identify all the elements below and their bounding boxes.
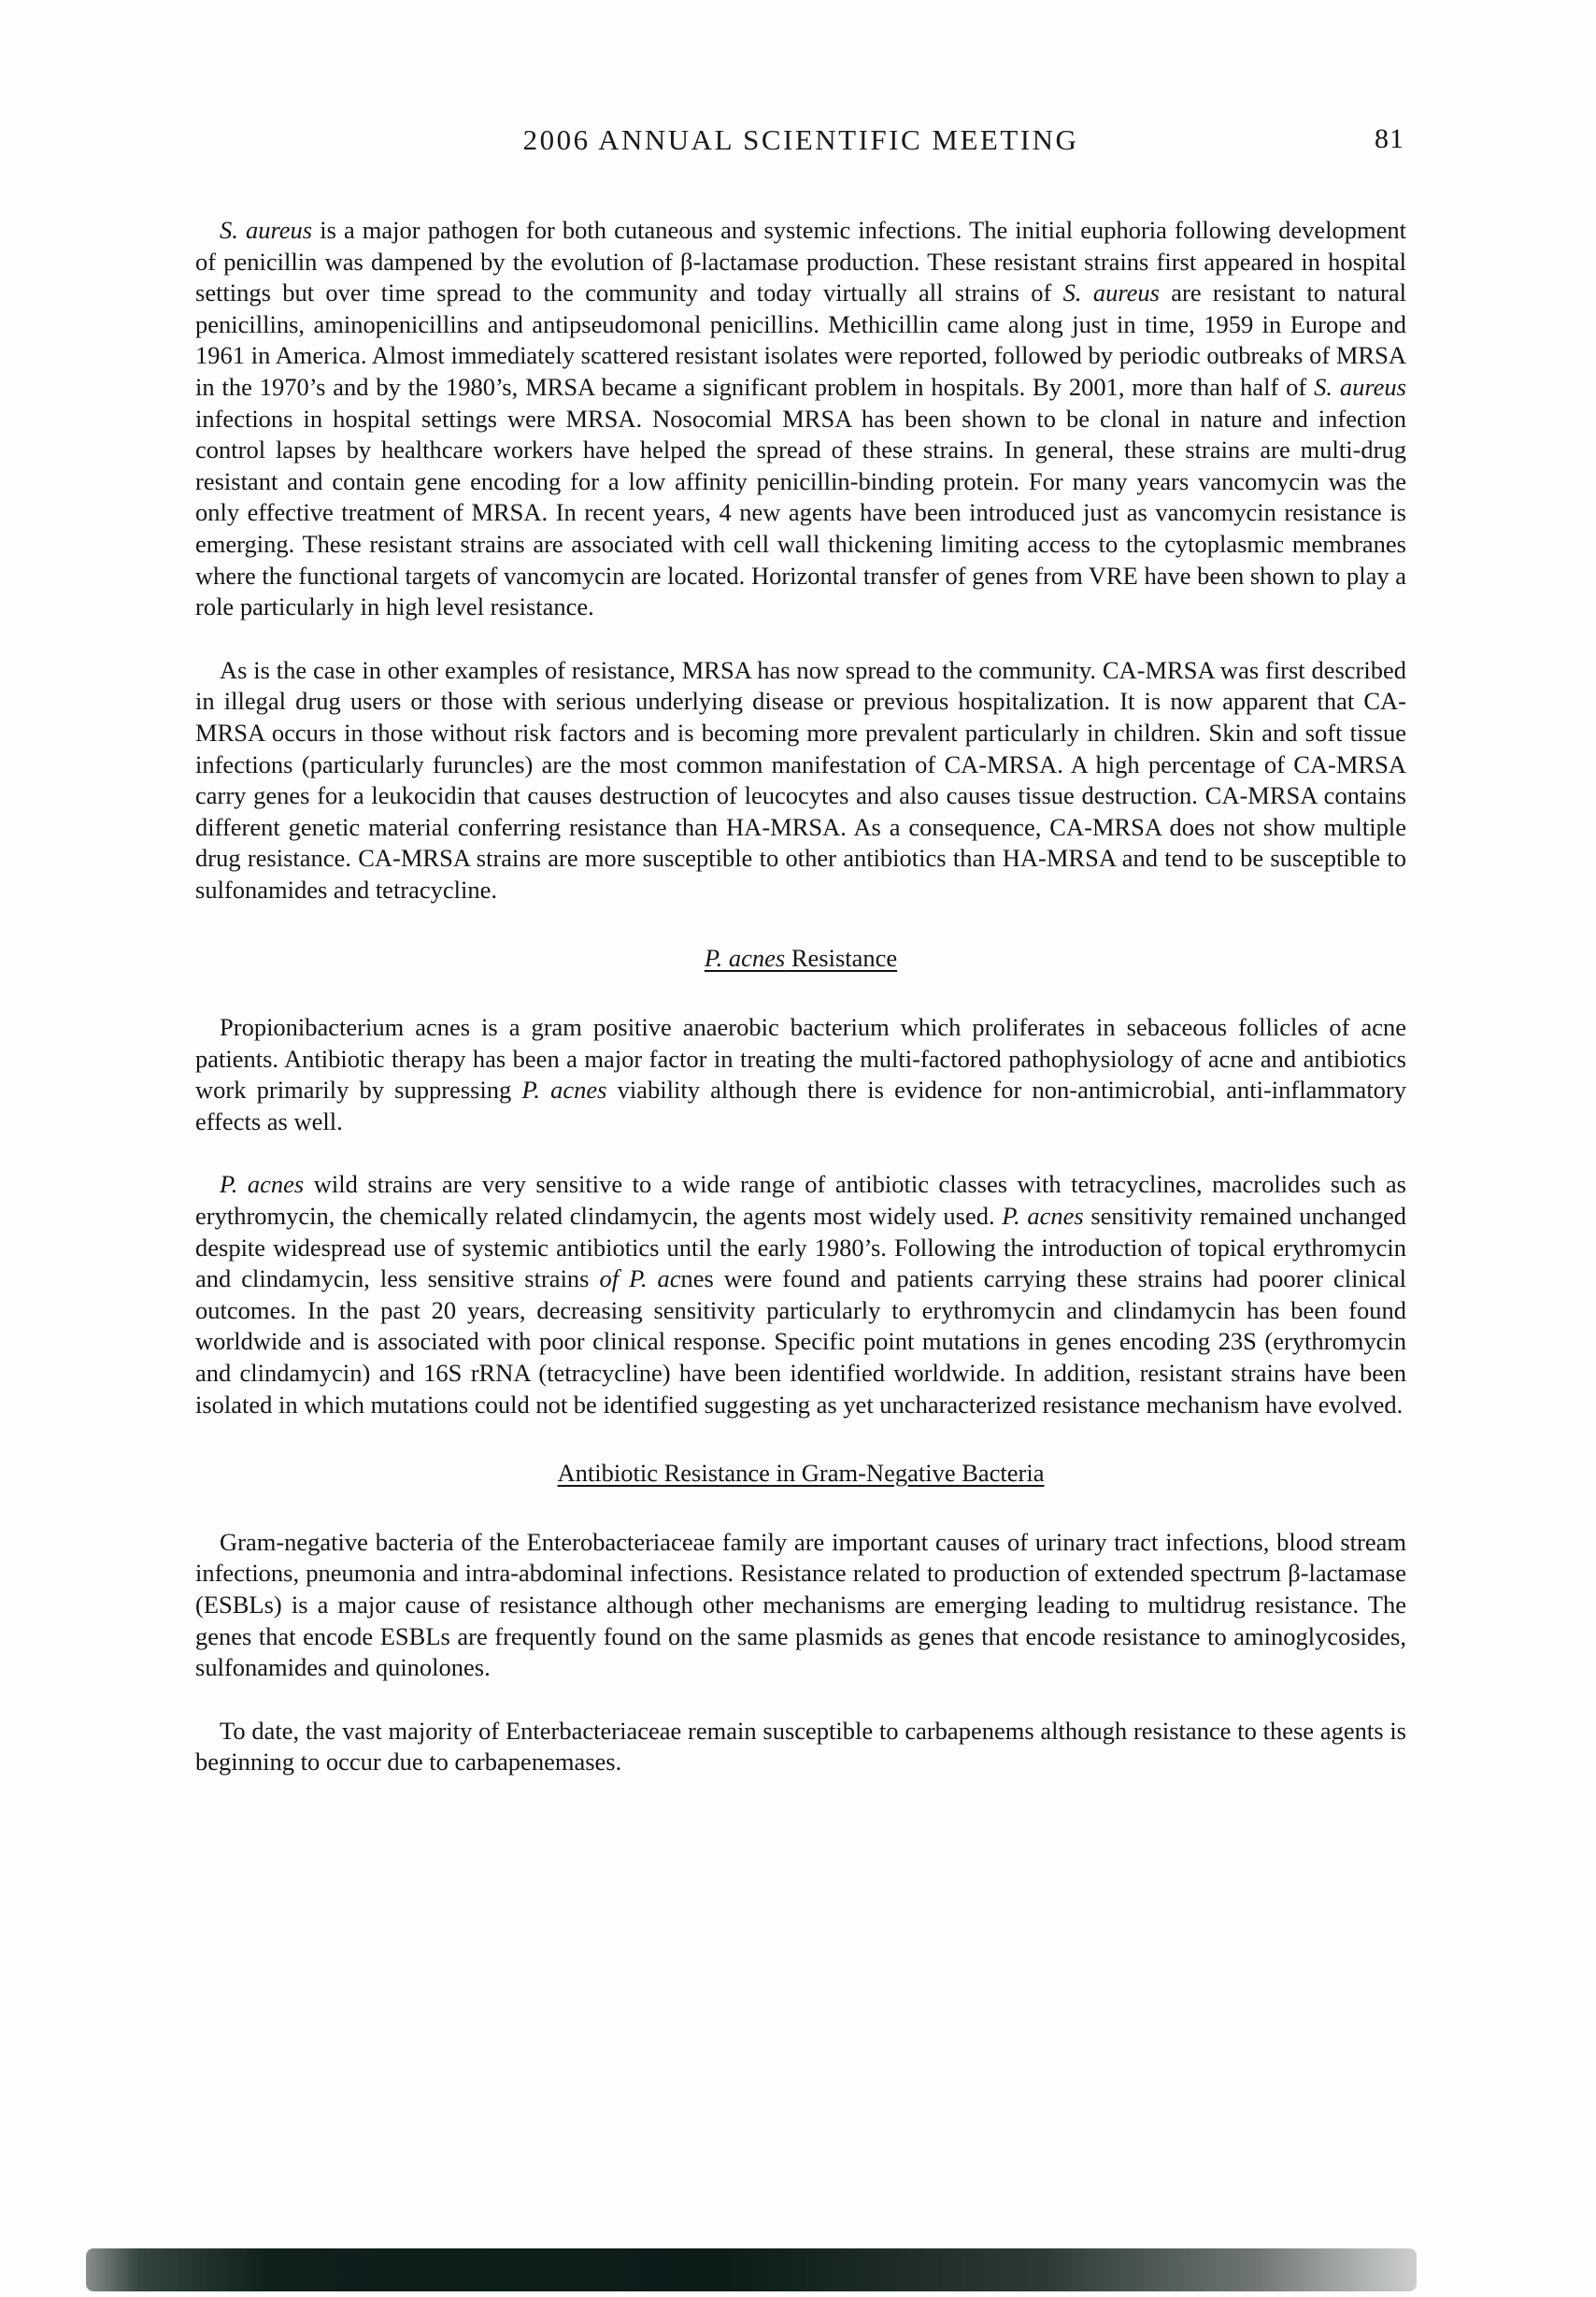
- page-header: [195, 123, 1406, 159]
- paragraph-ca-mrsa: As is the case in other examples of resistance, MRSA has now spread to the community. CA-MRSA was first described in illegal drug users or those with serious underlying disease or previous hospitalization. It is now apparent that CA-MRSA occurs in those without risk factors and is becoming more prevalent particularly in children. Skin and soft tissue infections (particularly furuncles) are the most common manifestation of CA-MRSA. A high percentage of CA-MRSA carry genes for a leukocidin that causes destruction of leucocytes and also causes tissue destruction. CA-MRSA contains different genetic material conferring resistance than HA-MRSA. As a consequence, CA-MRSA does not show multiple drug resistance. CA-MRSA strains are more susceptible to other antibiotics than HA-MRSA and tend to be susceptible to sulfonamides and tetracycline.: [195, 655, 1406, 904]
- heading-gram-negative-resistance: Antibiotic Resistance in Gram-Negative Bacteria: [557, 1459, 1045, 1488]
- page-number: 81: [1375, 123, 1404, 154]
- paragraph-s-aureus-overview: S. aureus is a major pathogen for both cutaneous and systemic infections. The initial euphoria following development of penicillin was dampened by the evolution of β-lactamase production. These resistant strains first appeared in hospital settings but over time spread to the community and today virtually all strains of S. aureus are resistant to natural penicillins, aminopenicillins and antipseudomonal penicillins. Methicillin came along just in time, 1959 in Europe and 1961 in America. Almost immediately scattered resistant isolates were reported, followed by periodic outbreaks of MRSA in the 1970’s and by the 1980’s, MRSA became a significant problem in hospitals. By 2001, more than half of S. aureus infections in hospital settings were MRSA. Nosocomial MRSA has been shown to be clonal in nature and infection control lapses by healthcare workers have helped the spread of these strains. In general, these strains are multi-drug resistant and contain gene encoding for a low affinity penicillin-binding protein. For many years vancomycin was the only effective treatment of MRSA. In recent years, 4 new agents have been introduced just as vancomycin resistance is emerging. These resistant strains are associated with cell wall thickening limiting access to the cytoplasmic membranes where the functional targets of vancomycin are located. Horizontal transfer of genes from VRE have been shown to play a role particularly in high level resistance.: [195, 216, 1407, 621]
- paragraph-carbapenems: To date, the vast majority of Enterbacteriaceae remain susceptible to carbapenems although resistance to these agents is beginning to occur due to carbapenemases.: [195, 1716, 1406, 1776]
- page-scan-shadow-bar: [86, 2248, 1417, 2291]
- page-title: 2006 ANNUAL SCIENTIFIC MEETING: [522, 123, 1079, 156]
- heading-p-acnes-resistance: P. acnes Resistance: [704, 944, 898, 973]
- paragraph-p-acnes-sensitivity: P. acnes wild strains are very sensitive to a wide range of antibiotic classes with tetracyclines, macrolides such as erythromycin, the chemically related clindamycin, the agents most widely used. P. acnes sensitivity remained unchanged despite widespread use of systemic antibiotics until the early 1980’s. Following the introduction of topical erythromycin and clindamycin, less sensitive strains of P. acnes were found and patients carrying these strains had poorer clinical outcomes. In the past 20 years, decreasing sensitivity particularly to erythromycin and clindamycin has been found worldwide and is associated with poor clinical response. Specific point mutations in genes encoding 23S (erythromycin and clindamycin) and 16S rRNA (tetracycline) have been identified worldwide. In addition, resistant strains have been isolated in which mutations could not be identified suggesting as yet uncharacterized resistance mechanism have evolved.: [195, 1170, 1406, 1419]
- paragraph-p-acnes-intro: Propionibacterium acnes is a gram positive anaerobic bacterium which proliferates in sebaceous follicles of acne patients. Antibiotic therapy has been a major factor in treating the multi-factored pathophysiology of acne and antibiotics work primarily by suppressing P. acnes viability although there is evidence for non-antimicrobial, anti-inflammatory effects as well.: [195, 1013, 1407, 1135]
- paragraph-gram-negative: Gram-negative bacteria of the Enterobacteriaceae family are important causes of urinary tract infections, blood stream infections, pneumonia and intra-abdominal infections. Resistance related to production of extended spectrum β-lactamase (ESBLs) is a major cause of resistance although other mechanisms are emerging leading to multidrug resistance. The genes that encode ESBLs are frequently found on the same plasmids as genes that encode resistance to aminoglycosides, sulfonamides and quinolones.: [195, 1527, 1406, 1682]
- page-content: [195, 123, 1406, 1810]
